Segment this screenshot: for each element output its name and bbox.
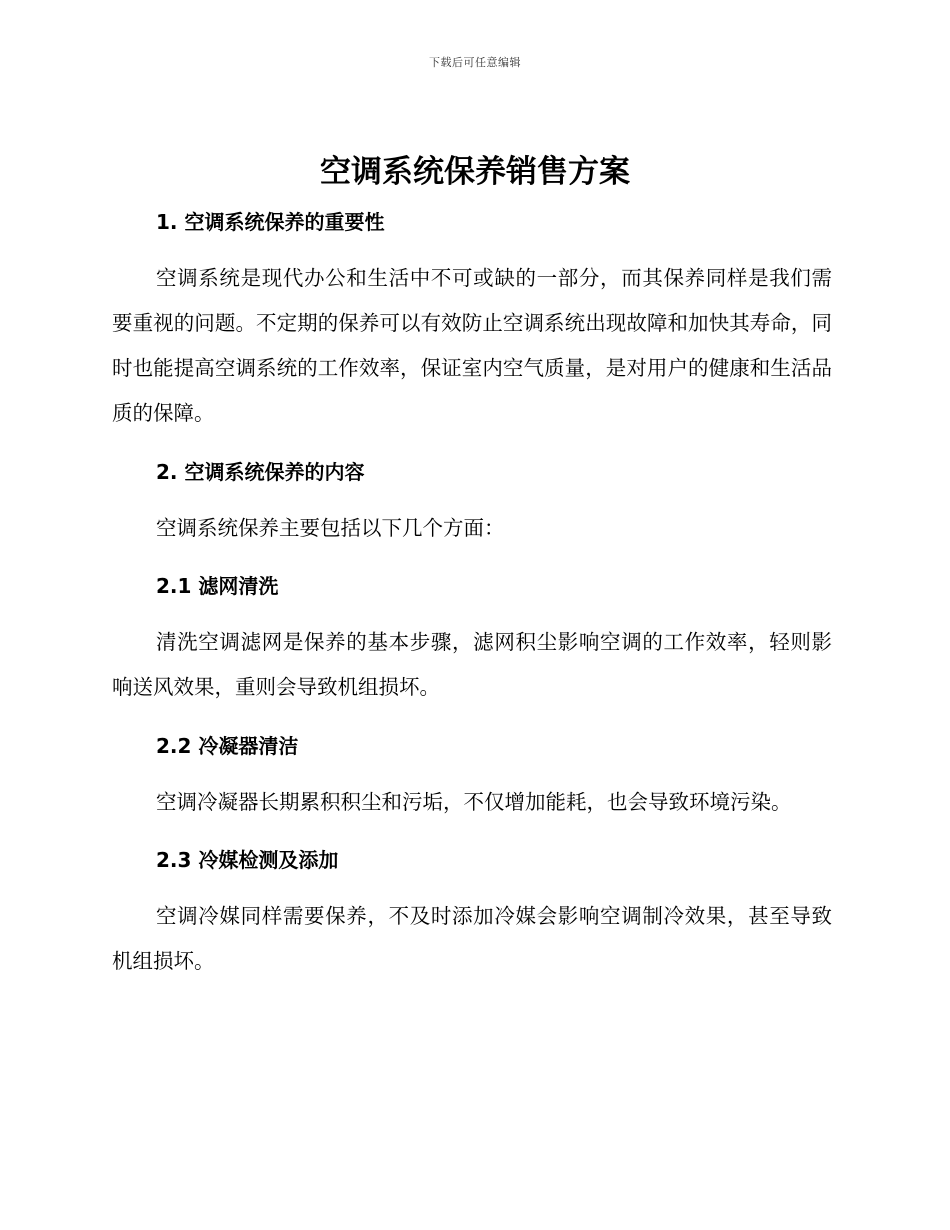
- section-paragraph-refrigerant: 空调冷媒同样需要保养，不及时添加冷媒会影响空调制冷效果，甚至导致机组损坏。: [112, 904, 832, 973]
- document-title: 空调系统保养销售方案: [320, 154, 630, 190]
- section-paragraph-filter: 清洗空调滤网是保养的基本步骤，滤网积尘影响空调的工作效率，轻则影响送风效果，重则会导致机组损坏。: [112, 630, 832, 699]
- section-heading-refrigerant: 2.3 冷媒检测及添加: [156, 848, 339, 872]
- section-heading-condenser: 2.2 冷凝器清洁: [156, 734, 299, 758]
- section-heading-filter: 2.1 滤网清洗: [156, 574, 279, 598]
- section-paragraph-importance: 空调系统是现代办公和生活中不可或缺的一部分，而其保养同样是我们需要重视的问题。不定期的保养可以有效防止空调系统出现故障和加快其寿命，同时也能提高空调系统的工作效率，保证室内空气质量，是对用户的健康和生活品质的保障。: [112, 266, 832, 425]
- section-heading-content: 2. 空调系统保养的内容: [156, 460, 365, 484]
- section-heading-importance: 1. 空调系统保养的重要性: [156, 210, 385, 234]
- section-paragraph-condenser: 空调冷凝器长期累积积尘和污垢，不仅增加能耗，也会导致环境污染。: [156, 790, 792, 814]
- header-note: 下载后可任意编辑: [429, 56, 521, 69]
- section-paragraph-content: 空调系统保养主要包括以下几个方面：: [156, 516, 505, 540]
